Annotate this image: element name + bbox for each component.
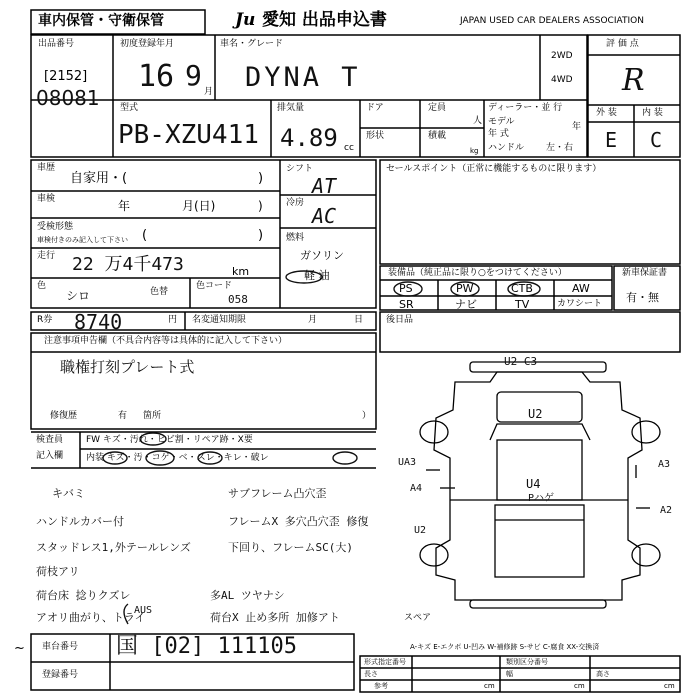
drive-2wd: 2WD [551,51,573,61]
inspector-fw-line: FW キズ・汚れ・ヒビ割・リペア跡・X要 [86,435,253,445]
load-label: 積載 [428,131,447,141]
storage-label: 車内保管・守衛保管 [38,13,164,29]
inspector-note: スタッドレス1,外テールレンズ [36,541,191,554]
grade-value: R [622,63,645,98]
recycle-label: R券 [37,315,53,325]
history-close: ) [258,171,264,186]
color-code-value: 058 [228,293,248,306]
inspector-note: サブフレーム凸穴歪 [228,487,327,500]
equip-tv: TV [515,298,530,311]
reg-number-label: 登録番号 [42,670,79,680]
diagram-label: U2 [414,525,427,536]
inspector-note: アオリ曲がり、トライ [36,611,146,624]
fuel-label: 燃料 [286,233,305,243]
displacement-value: 4.89 [280,124,338,152]
registration-label: 初度登録年月 [120,39,175,49]
history-value: 自家用・( [70,171,128,186]
handle-label: ハンドル [488,143,525,153]
diagram-label: U2 C3 [504,355,538,368]
tilde-mark: ~ [14,641,25,656]
fuel-value-2: 軽 油 [304,269,330,282]
capacity-unit: 人 [473,116,483,126]
color-value: シロ [66,289,91,303]
recall-month: 月 [308,315,318,325]
model-label: 型式 [120,103,139,113]
interior-label: 内 装 [642,108,663,118]
car-name-label: 車名・グレード [220,39,284,49]
equip-ctb: CTB [511,282,533,295]
recall-label: 名変通知期限 [192,315,247,325]
width-unit: cm [574,682,585,690]
repair-spot: 箇所 [143,411,162,421]
warranty-value: 有・無 [626,291,659,304]
class-number-label: 類別区分番号 [506,658,548,666]
chassis-value: 国 [02] 111105 [116,634,297,659]
inspector-note: 荷台床 捻りクズレ [36,589,131,602]
displacement-label: 排気量 [277,103,305,113]
inspector-note: 多AL ツヤナシ [210,589,285,602]
equip-navi: ナビ [455,298,477,311]
reception-label: 受検形態 [37,222,74,232]
inspection-close: ) [258,199,263,213]
shape-label: 形状 [366,131,385,141]
repair-value: 有 [118,411,128,421]
reception-close: ) [258,228,264,243]
association-name: JAPAN USED CAR DEALERS ASSOCIATION [460,16,644,26]
rear-goods-label: 後日品 [386,315,414,325]
reception-sub: 車検付きのみ記入して下さい [37,236,128,244]
diagram-label: A4 [410,483,423,494]
recycle-value: 8740 [74,310,123,334]
registration-month: 9 [185,59,202,92]
repair-close: ） [362,411,372,421]
inspector-note: 下回り、フレームSC(大) [228,541,354,554]
year-label: 年 式 [488,129,509,139]
warranty-label: 新車保証書 [622,268,668,278]
inspector-note: ハンドルカバー付 [36,515,124,528]
color-label: 色 [37,281,47,291]
ju-logo: Ju [235,10,256,30]
inspection-year: 年 [118,199,131,213]
diagram-label: A3 [658,459,671,470]
registration-year: 16 [138,59,175,94]
recycle-unit: 円 [168,315,178,325]
inspector-label-2: 記入欄 [36,451,64,461]
spare-label: スペア [404,613,432,623]
car-name-value: DYNA T [245,62,361,93]
ref-label: 参考 [374,682,388,690]
notes-value: 職権打刻プレート式 [60,358,195,376]
model-year-unit: 年 [572,122,582,132]
handle-options: 左・右 [546,143,574,153]
width-label: 幅 [506,670,513,678]
shift-label: シフト [286,164,314,174]
color-change-label: 色替 [150,287,169,297]
length-label: 長さ [364,670,378,678]
fuel-value: ガソリン [300,249,344,262]
repair-label: 修復歴 [50,411,78,421]
form-title: 愛知 出品申込書 [262,10,387,30]
inspector-note: 荷枝アリ [36,565,80,578]
equip-sr: SR [399,298,414,311]
dealer-label: ディーラー・並 行 [488,103,563,113]
inspection-label: 車検 [37,194,56,204]
door-label: ドア [366,103,384,113]
shift-value: AT [312,174,337,198]
lot-bracket: [2152] [44,69,88,84]
mileage-unit: km [232,265,250,278]
inspector-note: フレームX 多穴凸穴歪 修復 [228,515,369,528]
diagram-label: A2 [660,505,673,516]
inspector-note: キバミ [52,487,85,500]
exterior-grade: E [605,128,618,152]
exterior-label: 外 装 [596,108,617,118]
mileage-value: 22 万4千473 [72,254,184,275]
displacement-unit: cc [344,143,354,153]
form-number-label: 形式指定番号 [364,658,406,666]
diagram-legend: A-キズ E-エクボ U-凹み W-補修跡 S-サビ C-腐食 XX-交換済 [410,643,600,651]
model-value: PB-XZU411 [118,120,259,150]
grade-label: 評 価 点 [606,39,639,49]
interior-grade: C [650,128,663,152]
length-unit: cm [484,682,495,690]
equip-leather-seat: カワシート [557,299,603,309]
diagram-label: Pハゲ [528,493,555,504]
load-unit: kg [470,147,479,155]
mileage-label: 走行 [37,251,56,261]
equip-pw: PW [456,282,474,295]
drive-4wd: 4WD [551,75,573,85]
sales-point-label: セールスポイント（正常に機能するものに限ります） [386,164,602,174]
capacity-label: 定員 [428,103,447,113]
aircon-value: AC [312,204,337,228]
equip-aw: AW [572,282,590,295]
inspector-note: AUS [134,605,153,616]
history-label: 車歴 [37,163,56,173]
chassis-label: 車台番号 [42,642,79,652]
aircon-label: 冷房 [286,198,305,208]
color-code-label: 色コード [196,281,233,291]
model-year-label: モデル [488,117,515,127]
height-unit: cm [664,682,675,690]
inspector-label-1: 検査員 [36,435,64,445]
diagram-label: U2 [528,407,543,421]
notes-label: 注意事項申告欄（不具合内容等は具体的に記入して下さい） [44,336,288,346]
diagram-label: UA3 [398,457,417,468]
lot-number-label: 出品番号 [38,39,75,49]
registration-month-unit: 月 [204,87,214,97]
equipment-label: 装備品（純正品に限り○をつけてください） [388,268,567,278]
lot-number: 08081 [36,86,100,110]
inspector-note: 荷台X 止め多所 加修アト [210,611,340,624]
reception-open: ( [142,228,148,243]
equip-ps: PS [399,282,413,295]
height-label: 高さ [596,670,610,678]
inspector-interior-line: 内装 キズ・汚・コゲ・ベ・スレ・キレ・破レ [86,453,269,463]
recall-day: 日 [354,315,364,325]
diagram-label: U4 [526,477,541,491]
inspection-month: 月(日) [182,199,216,213]
